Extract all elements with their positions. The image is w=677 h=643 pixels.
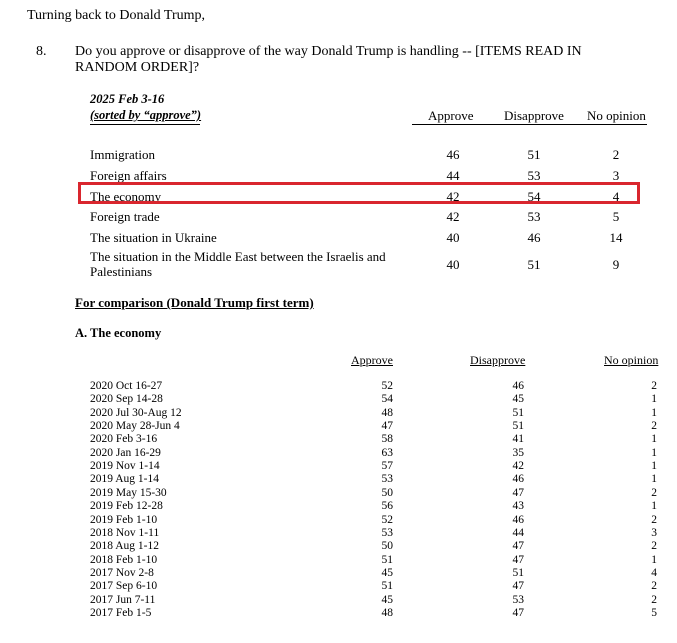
comparison-row-no-opinion-value: 4 [651, 566, 657, 579]
comparison-row-date: 2020 May 28-Jun 4 [90, 420, 180, 433]
comparison-header-no-opinion: No opinion [604, 353, 659, 367]
comparison-row-no-opinion-value: 1 [651, 433, 657, 446]
comparison-row-date: 2019 May 15-30 [90, 486, 167, 499]
comparison-row-no-opinion-value: 2 [651, 540, 657, 553]
comparison-header-disapprove: Disapprove [470, 353, 526, 367]
question-text: Do you approve or disapprove of the way Donald Trump is handling -- [ITEMS READ IN RANDOM ORDER]? [75, 44, 582, 75]
comparison-title: For comparison (Donald Trump first term) [75, 295, 314, 310]
header-no-opinion: No opinion [587, 108, 646, 123]
comparison-row-disapprove-value: 42 [512, 460, 524, 473]
comparison-row-disapprove-value: 47 [512, 553, 524, 566]
comparison-row-no-opinion-value: 2 [651, 513, 657, 526]
comparison-row-date: 2019 Aug 1-14 [90, 473, 159, 486]
comparison-row-disapprove-value: 44 [512, 526, 524, 539]
row-label: The situation in the Middle East between the Israelis and Palestinians [90, 249, 386, 279]
comparison-row-approve-value: 50 [381, 540, 393, 553]
comparison-row-no-opinion-value: 2 [651, 380, 657, 392]
comparison-row-date: 2019 Feb 1-10 [90, 513, 158, 526]
comparison-row-approve-value: 57 [381, 460, 393, 473]
row-no-opinion-value: 9 [612, 257, 620, 272]
comparison-row-approve-value: 53 [381, 473, 393, 486]
comparison-row-no-opinion-value: 2 [651, 593, 657, 606]
row-disapprove-value: 46 [527, 230, 541, 245]
comparison-row-date: 2020 Jan 16-29 [90, 446, 161, 459]
comparison-row-no-opinion-value: 2 [651, 580, 657, 593]
row-disapprove-value: 53 [527, 168, 541, 183]
row-no-opinion-value: 2 [612, 147, 620, 162]
comparison-row-date: 2020 Oct 16-27 [90, 380, 163, 392]
row-disapprove-value: 53 [527, 209, 541, 224]
comparison-row-no-opinion-value: 1 [651, 393, 657, 406]
comparison-row-approve-value: 52 [381, 380, 393, 392]
comparison-header-approve: Approve [351, 353, 393, 367]
comparison-subhead: A. The economy [75, 326, 162, 340]
comparison-row-disapprove-value: 35 [512, 446, 524, 459]
highlight-box [78, 182, 640, 204]
row-label: Foreign trade [90, 209, 160, 224]
comparison-row-disapprove-value: 41 [512, 433, 524, 446]
comparison-row-approve-value: 48 [381, 606, 393, 619]
comparison-row-approve-value: 45 [381, 593, 393, 606]
row-label: The situation in Ukraine [90, 230, 217, 245]
comparison-row-approve-value: 50 [381, 486, 393, 499]
sorted-note: (sorted by “approve”) [90, 108, 202, 122]
period-label: 2025 Feb 3-16 [90, 92, 165, 106]
comparison-row-no-opinion-value: 3 [651, 526, 657, 539]
comparison-row-no-opinion-value: 1 [651, 406, 657, 419]
comparison-row-approve-value: 63 [381, 446, 393, 459]
comparison-row-disapprove-value: 51 [512, 406, 524, 419]
row-approve-value: 40 [446, 257, 460, 272]
comparison-row-no-opinion-value: 1 [651, 553, 657, 566]
comparison-row-disapprove-value: 51 [512, 566, 524, 579]
intro-text: Turning back to Donald Trump, [27, 8, 206, 23]
comparison-row-date: 2018 Feb 1-10 [90, 553, 158, 566]
row-disapprove-value: 51 [527, 147, 541, 162]
row-no-opinion-value: 4 [612, 189, 620, 204]
comparison-row-disapprove-value: 43 [512, 500, 524, 513]
comparison-row-date: 2017 Sep 6-10 [90, 580, 158, 593]
header-approve: Approve [428, 108, 474, 123]
row-label: Immigration [90, 147, 155, 162]
comparison-row-date: 2019 Feb 12-28 [90, 500, 163, 513]
comparison-row-disapprove-value: 46 [512, 380, 524, 392]
row-disapprove-value: 51 [527, 257, 541, 272]
row-approve-value: 40 [446, 230, 460, 245]
comparison-row-disapprove-value: 53 [512, 593, 524, 606]
comparison-row-approve-value: 45 [381, 566, 393, 579]
comparison-row-date: 2020 Feb 3-16 [90, 433, 158, 446]
header-rule-left [90, 124, 200, 125]
row-approve-value: 46 [446, 147, 460, 162]
comparison-row-approve-value: 58 [381, 433, 393, 446]
header-rule-right [412, 124, 647, 125]
row-approve-value: 44 [446, 168, 460, 183]
comparison-row-no-opinion-value: 2 [651, 420, 657, 433]
comparison-row-no-opinion-value: 1 [651, 500, 657, 513]
comparison-row-approve-value: 53 [381, 526, 393, 539]
row-no-opinion-value: 5 [612, 209, 620, 224]
row-no-opinion-value: 3 [612, 168, 620, 183]
comparison-row-no-opinion-value: 1 [651, 460, 657, 473]
comparison-row-date: 2018 Nov 1-11 [90, 526, 160, 539]
comparison-row-approve-value: 51 [381, 580, 393, 593]
comparison-row-no-opinion-value: 1 [651, 446, 657, 459]
comparison-row-date: 2020 Jul 30-Aug 12 [90, 406, 182, 419]
comparison-row-date: 2018 Aug 1-12 [90, 540, 159, 553]
comparison-row-approve-value: 51 [381, 553, 393, 566]
row-disapprove-value: 54 [527, 189, 541, 204]
question-number: 8. [36, 44, 47, 59]
row-label: The economy [90, 189, 162, 204]
comparison-row-no-opinion-value: 2 [651, 486, 657, 499]
comparison-row-date: 2017 Nov 2-8 [90, 566, 154, 579]
comparison-row-no-opinion-value: 5 [651, 606, 657, 619]
comparison-row-disapprove-value: 45 [512, 393, 524, 406]
comparison-row-disapprove-value: 47 [512, 486, 524, 499]
comparison-row-disapprove-value: 46 [512, 473, 524, 486]
comparison-row-approve-value: 56 [381, 500, 393, 513]
row-approve-value: 42 [446, 209, 460, 224]
comparison-row-no-opinion-value: 1 [651, 473, 657, 486]
comparison-row-disapprove-value: 46 [512, 513, 524, 526]
comparison-row-disapprove-value: 47 [512, 606, 524, 619]
comparison-row-approve-value: 48 [381, 406, 393, 419]
header-disapprove: Disapprove [504, 108, 564, 123]
comparison-row-date: 2017 Feb 1-5 [90, 606, 152, 619]
comparison-row-disapprove-value: 51 [512, 420, 524, 433]
comparison-row-disapprove-value: 47 [512, 540, 524, 553]
row-label: Foreign affairs [90, 168, 167, 183]
comparison-row-date: 2020 Sep 14-28 [90, 393, 163, 406]
comparison-row-approve-value: 52 [381, 513, 393, 526]
comparison-row-disapprove-value: 47 [512, 580, 524, 593]
row-no-opinion-value: 14 [609, 230, 623, 245]
row-approve-value: 42 [446, 189, 460, 204]
comparison-row-approve-value: 54 [381, 393, 393, 406]
comparison-row-date: 2017 Jun 7-11 [90, 593, 156, 606]
comparison-row-date: 2019 Nov 1-14 [90, 460, 160, 473]
comparison-row-approve-value: 47 [381, 420, 393, 433]
